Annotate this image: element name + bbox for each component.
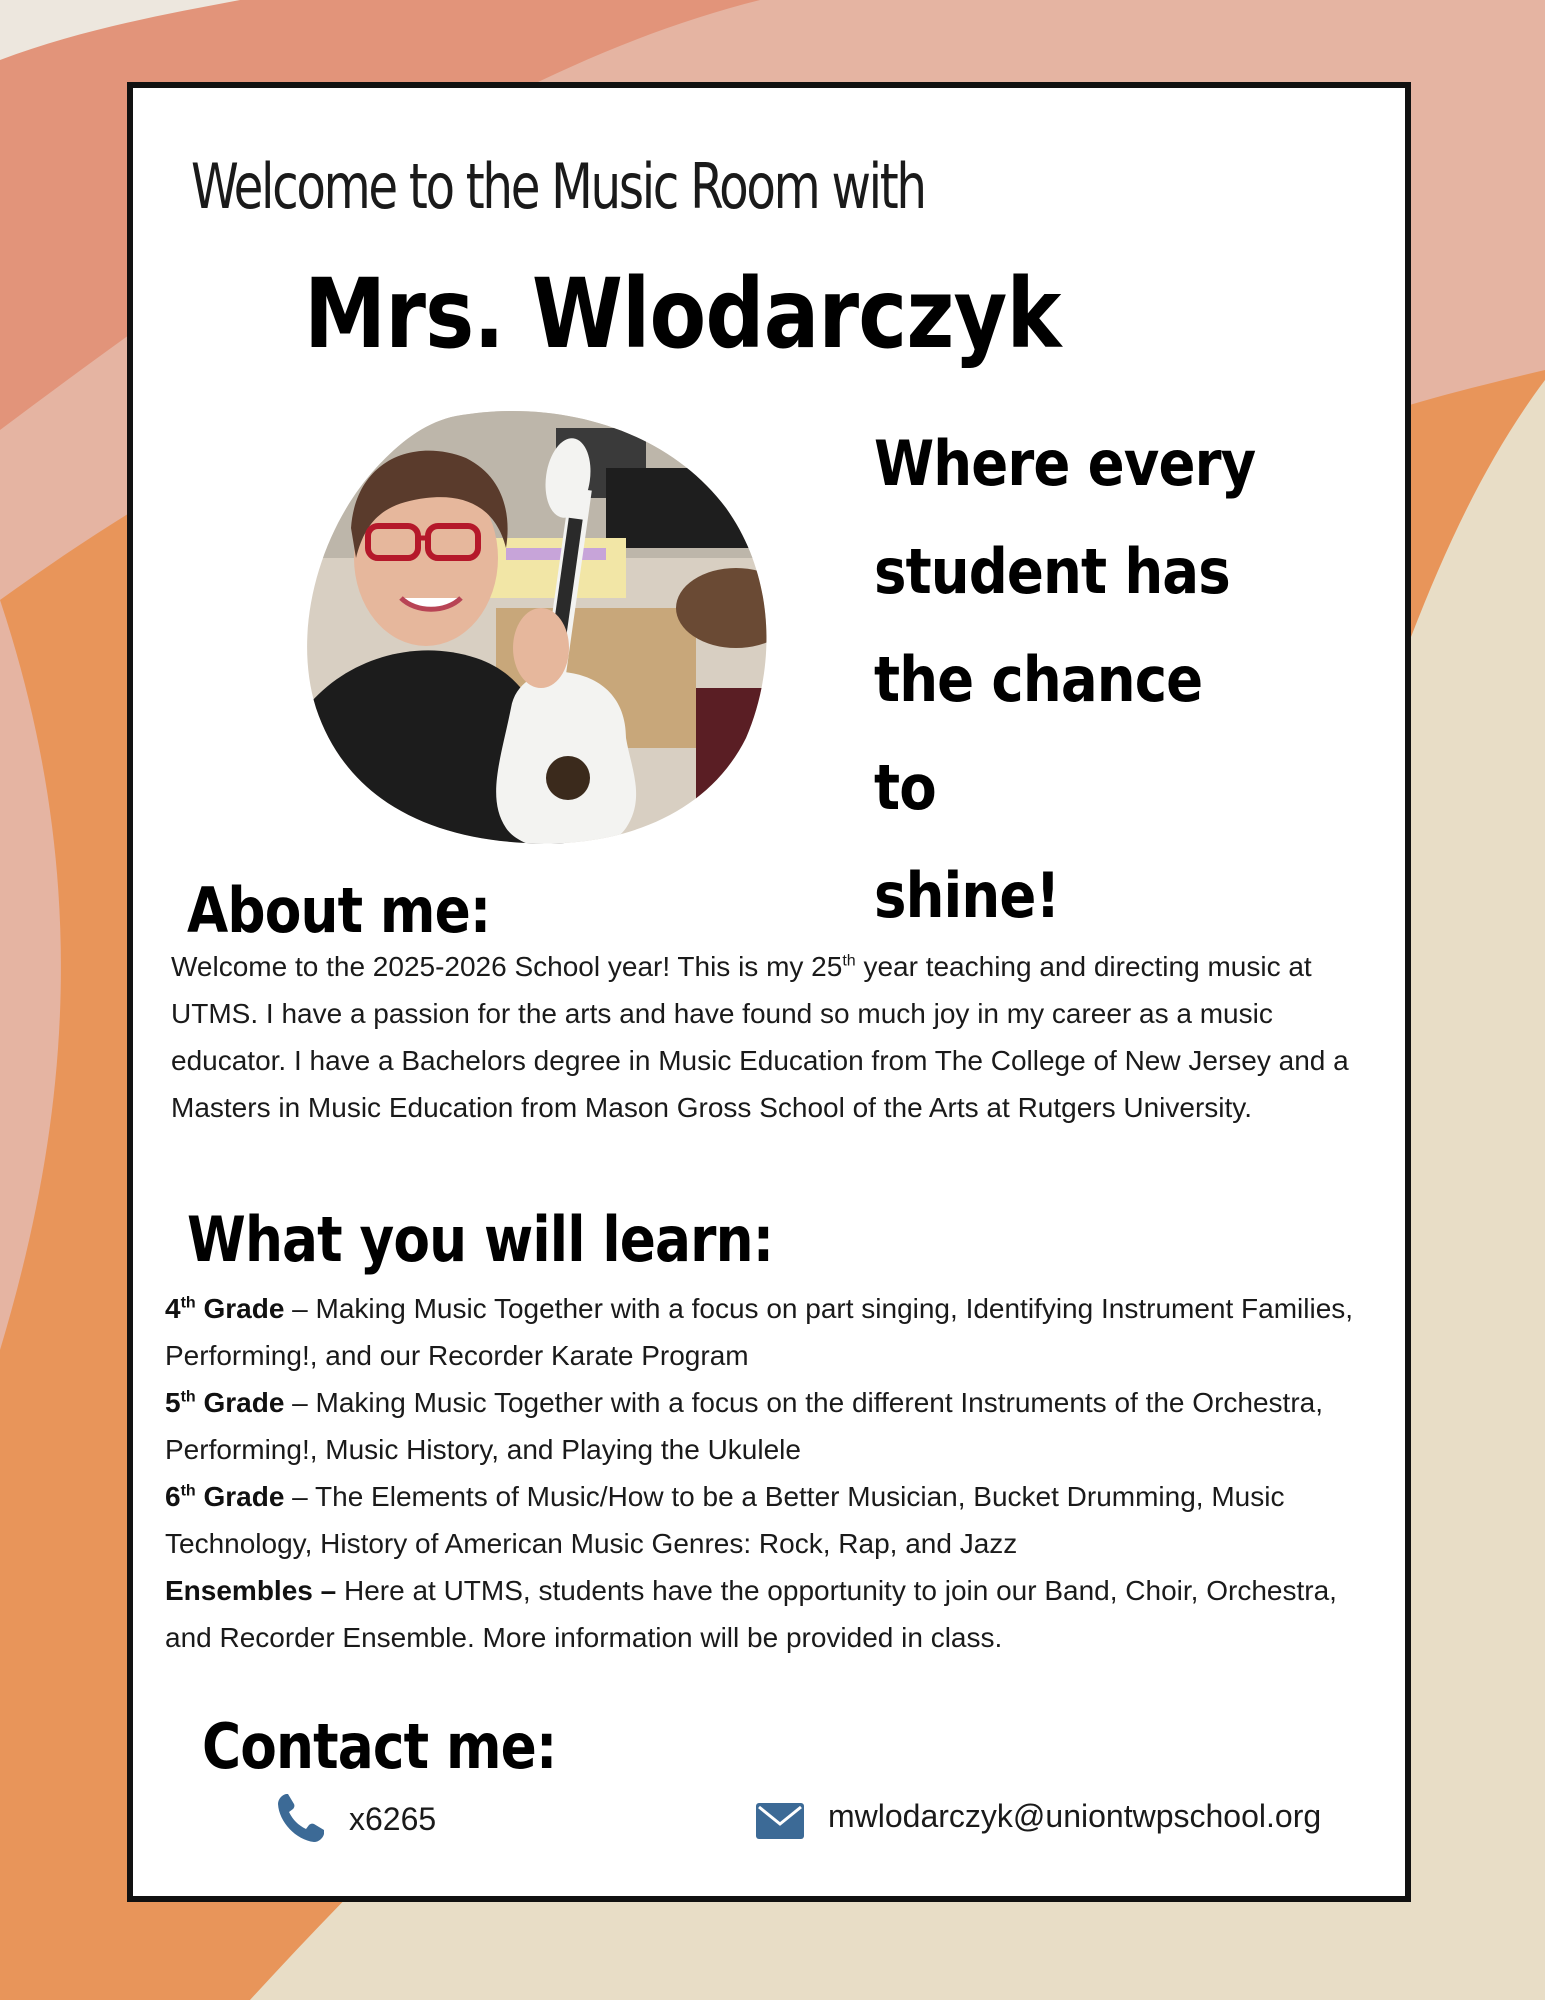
list-item: 6th Grade – The Elements of Music/How to be a Better Musician, Bucket Drumming, Music Technology, History of American Music Genres: Rock, Rap, and Jazz	[165, 1481, 1285, 1559]
teacher-name: Mrs. Wlodarczyk	[304, 258, 1061, 370]
learn-heading: What you will learn:	[187, 1203, 774, 1276]
list-item: 4th Grade – Making Music Together with a focus on part singing, Identifying Instrument Families, Performing!, and our Recorder Karate Program	[165, 1293, 1354, 1371]
curriculum-list	[165, 1285, 1385, 1661]
about-paragraph: Welcome to the 2025-2026 School year! This is my 25th year teaching and directing music at UTMS. I have a passion for the arts and have found so much joy in my career as a music educator. I have a Bachelors degree in Music Education from The College of New Jersey and a Masters in Music Education from Mason Gross School of the Arts at Rutgers University.	[171, 951, 1349, 1123]
list-item: 5th Grade – Making Music Together with a focus on the different Instruments of the Orchestra, Performing!, Music History, and Playing the Ukulele	[165, 1387, 1323, 1465]
email-link[interactable]: mwlodarczyk@uniontwpschool.org	[828, 1798, 1322, 1834]
phone-icon	[276, 1792, 326, 1844]
tagline-line: the chance to	[874, 643, 1203, 824]
flyer-card	[127, 82, 1411, 1902]
contact-heading: Contact me:	[202, 1710, 557, 1783]
tagline-line: student has	[874, 535, 1230, 608]
tagline-line: Where every	[874, 427, 1256, 500]
envelope-icon	[755, 1802, 805, 1840]
tagline	[874, 410, 1279, 950]
welcome-heading: Welcome to the Music Room with	[191, 150, 925, 223]
about-heading: About me:	[187, 874, 491, 947]
list-item: Ensembles – Here at UTMS, students have the opportunity to join our Band, Choir, Orchestra, and Recorder Ensemble. More information will be provided in class.	[165, 1575, 1337, 1653]
phone-extension[interactable]: x6265	[349, 1801, 437, 1837]
tagline-line: shine!	[874, 859, 1060, 932]
teacher-photo-with-ukulele	[306, 408, 776, 848]
